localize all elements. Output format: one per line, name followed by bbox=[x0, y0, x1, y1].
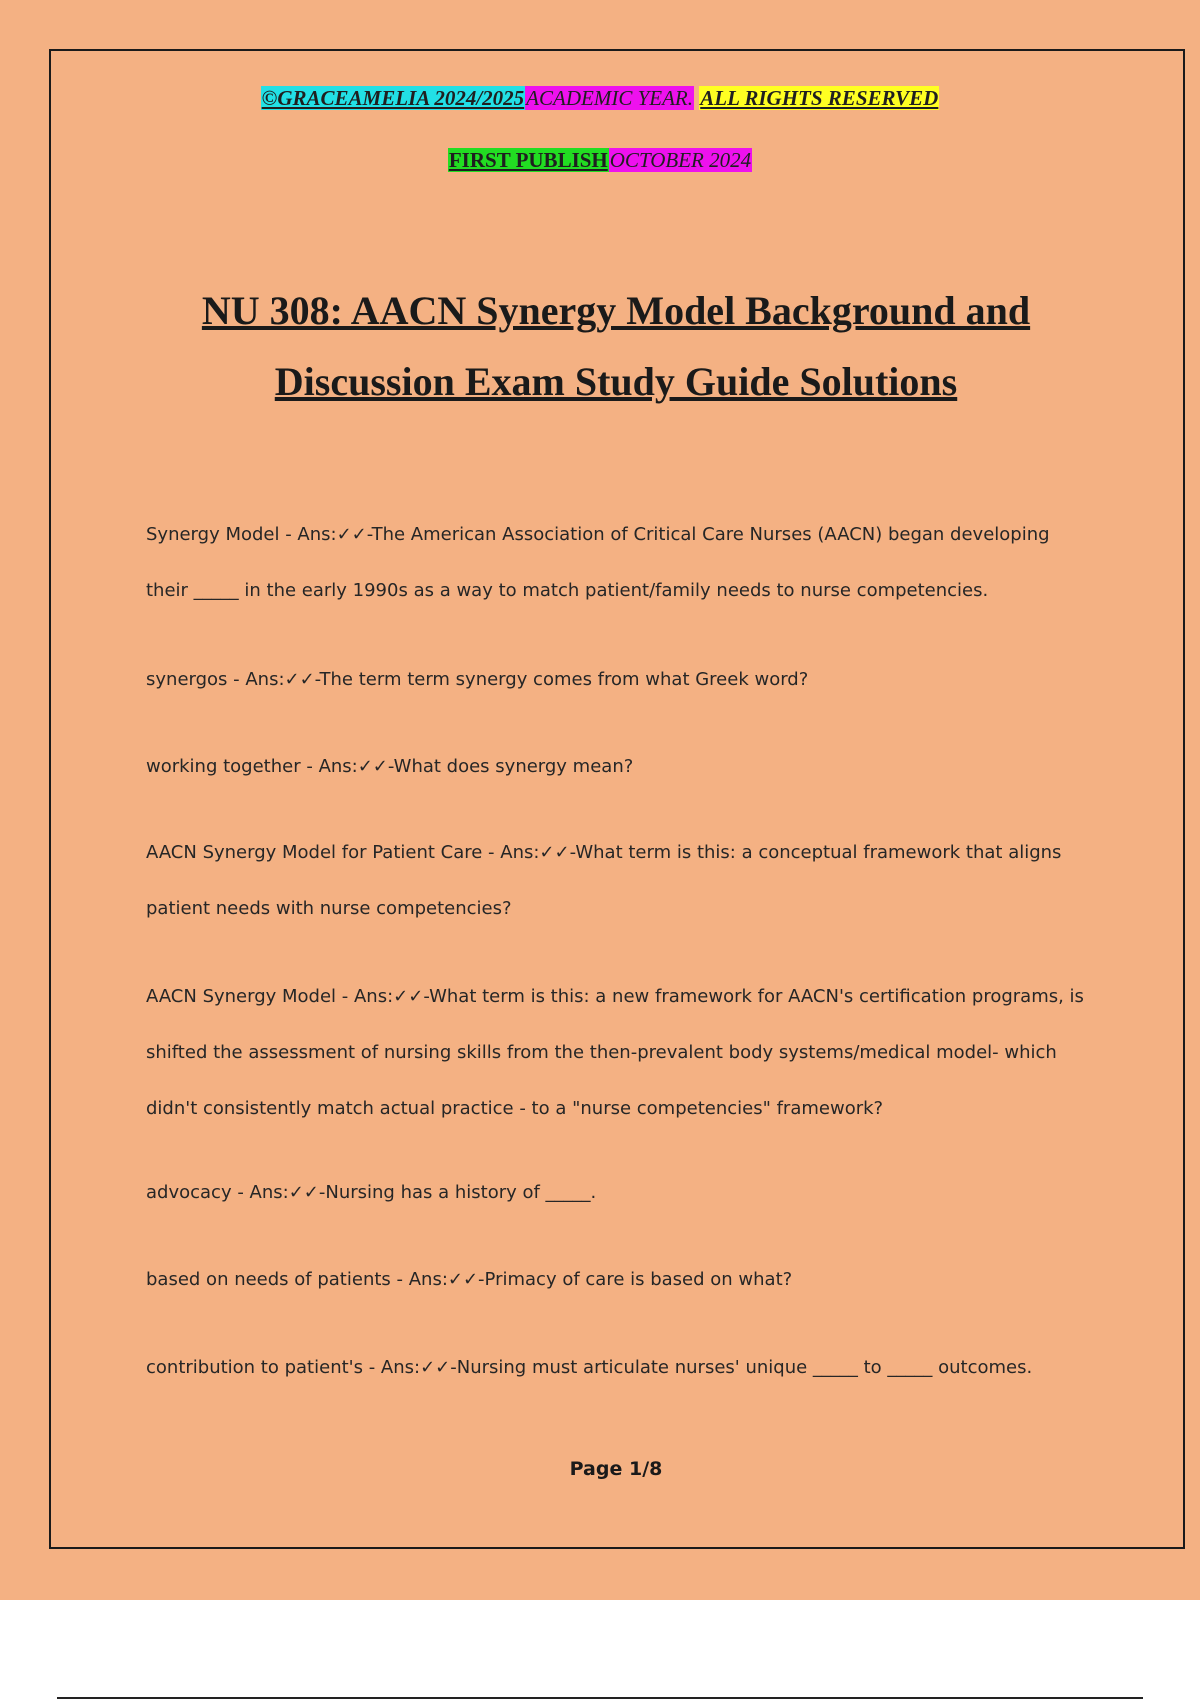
qa-item bbox=[146, 1340, 1106, 1396]
rights-text: ALL RIGHTS RESERVED bbox=[700, 86, 939, 110]
qa-item bbox=[146, 739, 1106, 795]
publish-line bbox=[0, 147, 1200, 173]
qa-line: patient needs with nurse competencies? bbox=[146, 898, 512, 919]
qa-line: didn't consistently match actual practice - to a "nurse competencies" framework? bbox=[146, 1098, 884, 1119]
qa-line: synergos - Ans:✓✓-The term term synergy comes from what Greek word? bbox=[146, 669, 809, 690]
academic-year-text: ACADEMIC YEAR. bbox=[526, 86, 693, 110]
bottom-divider bbox=[57, 1697, 1143, 1699]
qa-line: working together - Ans:✓✓-What does synergy mean? bbox=[146, 756, 634, 777]
title-line-2: Discussion Exam Study Guide Solutions bbox=[274, 359, 958, 404]
document-title bbox=[0, 275, 1200, 417]
qa-line: their _____ in the early 1990s as a way to match patient/family needs to nurse competencies. bbox=[146, 580, 989, 601]
copyright-text: ©GRACEAMELIA 2024/2025 bbox=[261, 86, 525, 110]
publish-date-text: OCTOBER 2024 bbox=[609, 148, 752, 172]
qa-item bbox=[146, 652, 1106, 708]
qa-line: shifted the assessment of nursing skills from the then-prevalent body systems/medical model- which bbox=[146, 1042, 1057, 1063]
qa-line: AACN Synergy Model - Ans:✓✓-What term is this: a new framework for AACN's certification programs, is bbox=[146, 986, 1084, 1007]
qa-item bbox=[146, 1252, 1106, 1308]
first-publish-text: FIRST PUBLISH bbox=[448, 148, 608, 172]
qa-item bbox=[146, 825, 1106, 937]
title-line-1: NU 308: AACN Synergy Model Background and bbox=[201, 288, 1031, 333]
qa-item bbox=[146, 969, 1106, 1137]
qa-line: based on needs of patients - Ans:✓✓-Primacy of care is based on what? bbox=[146, 1269, 793, 1290]
qa-item bbox=[146, 507, 1106, 619]
page-frame bbox=[49, 49, 1185, 1549]
copyright-line bbox=[0, 85, 1200, 111]
qa-line: contribution to patient's - Ans:✓✓-Nursing must articulate nurses' unique _____ to _____ outcomes. bbox=[146, 1357, 1033, 1378]
page-number: Page 1/8 bbox=[569, 1458, 663, 1480]
qa-line: AACN Synergy Model for Patient Care - Ans:✓✓-What term is this: a conceptual framework that aligns bbox=[146, 842, 1062, 863]
qa-item bbox=[146, 1165, 1106, 1221]
qa-line: advocacy - Ans:✓✓-Nursing has a history of _____. bbox=[146, 1182, 597, 1203]
qa-line: Synergy Model - Ans:✓✓-The American Association of Critical Care Nurses (AACN) began developing bbox=[146, 524, 1050, 545]
